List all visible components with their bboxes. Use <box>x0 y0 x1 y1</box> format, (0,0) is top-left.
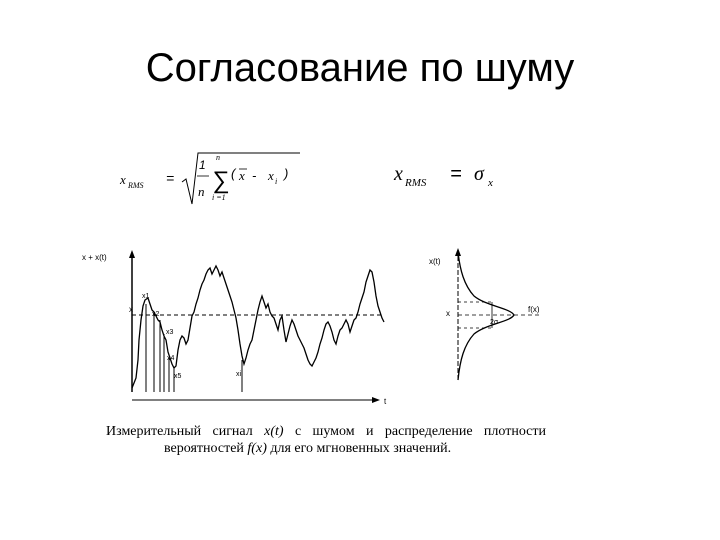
sigma-lhs-sub: RMS <box>405 177 427 189</box>
dist-mean-label: x <box>446 309 450 318</box>
caption-var-xt: x(t) <box>264 424 284 439</box>
mean-label: x <box>129 305 133 314</box>
caption-line-2 <box>106 440 546 457</box>
dist-sigma-label: 2σ <box>490 319 499 326</box>
sum-top: n <box>216 153 220 162</box>
caption-var-fx: f(x) <box>247 441 267 456</box>
xi-sub: i <box>275 177 278 186</box>
sigma-symbol: σ <box>474 163 484 185</box>
bell-curve <box>458 252 514 380</box>
sigma-formula <box>392 158 532 198</box>
distribution-graph <box>424 240 554 390</box>
noise-signal-graph <box>82 240 392 410</box>
sigma-lhs: x <box>394 163 403 185</box>
minus-sign: - <box>252 168 257 183</box>
x-axis-label: t <box>384 397 387 406</box>
y-axis-arrow <box>129 250 135 258</box>
rms-den: n <box>198 184 205 199</box>
slide-title: Согласование по шуму <box>145 46 575 90</box>
point-label-x3: x3 <box>166 329 174 336</box>
sample-lines <box>146 304 242 392</box>
caption-line-1 <box>106 423 546 440</box>
rms-formula <box>118 148 318 208</box>
point-label-x1: x1 <box>142 293 150 300</box>
dist-y-label: x(t) <box>429 257 441 266</box>
paren-open: ( <box>231 166 236 181</box>
rms-eq: = <box>166 170 175 186</box>
y-axis-label: x + x(t) <box>82 253 107 262</box>
signal-trace <box>132 266 384 388</box>
point-label-x5: x5 <box>174 373 182 380</box>
rms-lhs-sub: RMS <box>128 181 144 190</box>
caption-text-2b: для его мгновенных значений. <box>266 441 452 456</box>
caption-text-2a: вероятностей <box>164 441 248 456</box>
sum-bottom: i =1 <box>212 193 226 202</box>
x-axis-arrow <box>372 397 380 403</box>
point-label-xi: xi <box>236 371 242 378</box>
sum-sign: ∑ <box>212 167 230 194</box>
sigma-sub: x <box>488 177 493 189</box>
caption-text-1b: с шумом и распределение плотности <box>283 424 547 439</box>
sigma-eq: = <box>450 163 462 185</box>
xi: x <box>268 168 274 183</box>
dist-f-label: f(x) <box>528 305 540 314</box>
rms-num: 1 <box>199 158 206 172</box>
point-label-x2: x2 <box>152 311 160 318</box>
rms-lhs: x <box>120 172 126 187</box>
figure-caption <box>106 423 546 457</box>
xbar: x <box>239 168 245 183</box>
point-label-x4: x4 <box>167 355 175 362</box>
paren-close: ) <box>284 166 289 181</box>
caption-text-1a: Измерительный сигнал <box>106 424 265 439</box>
